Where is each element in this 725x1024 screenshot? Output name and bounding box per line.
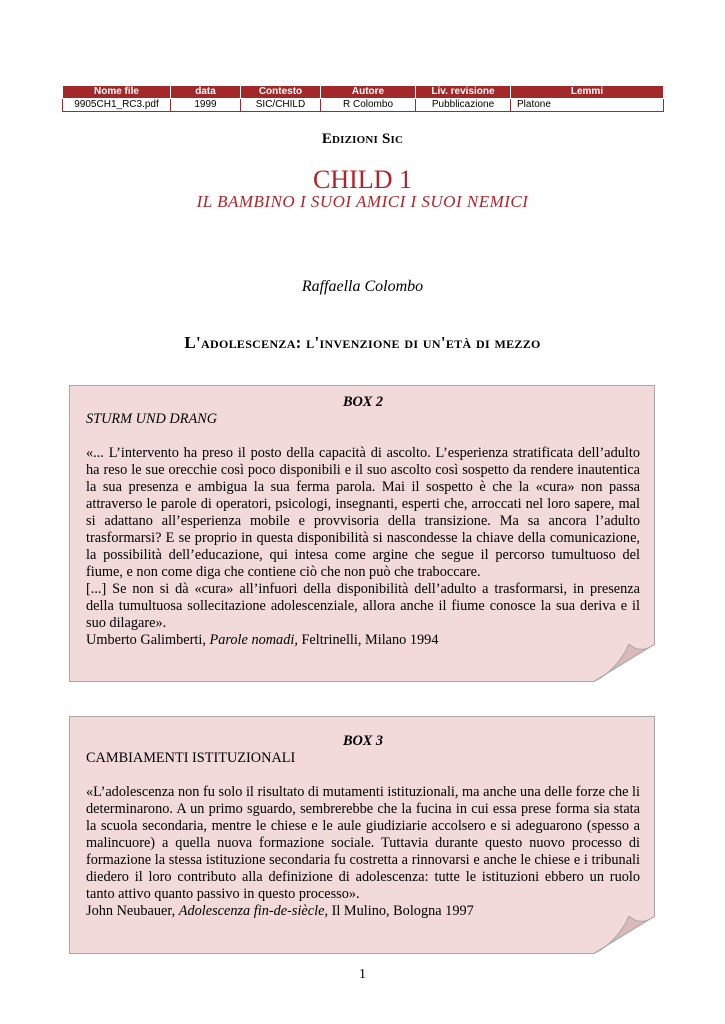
cell-autore: R Colombo [321, 99, 416, 112]
box-3-heading: CAMBIAMENTI ISTITUZIONALI [86, 750, 296, 766]
article-title: L'adolescenza: l'invenzione di un'età di mezzo [184, 333, 541, 352]
box-2-heading: STURM UND DRANG [86, 411, 218, 427]
book-title: CHILD 1 [313, 165, 412, 194]
header-autore: Autore [321, 86, 416, 99]
box-3-citation-author: John Neubauer, [86, 903, 179, 919]
header-liv-revisione: Liv. revisione [416, 86, 511, 99]
cell-data: 1999 [171, 99, 241, 112]
document-info-table [62, 85, 664, 112]
article-author: Raffaella Colombo [301, 278, 424, 295]
page-curl-icon [593, 644, 655, 682]
header-nome-file: Nome file [63, 86, 171, 99]
box-2-label: BOX 2 [342, 394, 384, 410]
table-header-row [63, 86, 664, 99]
cell-liv-revisione: Pubblicazione [416, 99, 511, 112]
box-2-paragraph-2: [...] Se non si dà «cura» all’infuori della disponibilità dell’adulto a trasformarsi, in presenza della tumultuosa sollecitazione adolescenziale, allora anche il fiume conosce la sua deriva e il suo dilagare». [86, 581, 640, 631]
publisher-name: Edizioni Sic [321, 131, 404, 147]
cell-lemmi: Platone [511, 99, 664, 112]
table-row [63, 99, 664, 112]
box-3-paragraph: «L’adolescenza non fu solo il risultato di mutamenti istituzionali, ma anche una delle forze che li determinarono. A un primo sguardo, sembrerebbe che la fucina in cui essa prese forma sia stata la scuola secondaria, mentre le chiese e le aule giudiziarie accolsero e si adeguarono (spesso a malincuore) a quella nuova formazione sociale. Tuttavia durante questo nuovo processo di formazione la stessa istituzione secondaria fu costretta a rinnovarsi e anche le chiese e i tribunali diedero il loro contributo alla definizione di adolescenza: tutte le istituzioni ebbero un ruolo tanto attivo quanto passivo in questo processo». [86, 784, 640, 902]
page-curl-icon [593, 916, 655, 954]
box-3-label: BOX 3 [342, 733, 384, 749]
header-data: data [171, 86, 241, 99]
box-3-citation-work: Adolescenza fin-de-siècle [178, 903, 325, 919]
box-2-paragraph-1: «... L’intervento ha preso il posto della capacità di ascolto. L’esperienza stratificata dell’adulto ha reso le sue orecchie così poco disponibili e il suo ascolto così sospetto da rendere inautentica la sua presenza e ambigua la sua ferma parola. Mai il sospetto è che la «cura» non passa attraverso le parole di operatori, psicologi, insegnanti, esperti che, arroccati nel loro sapere, mal si adattano all’esperienza mobile e provvisoria della transizione. Ma sa ancora l’adulto trasformarsi? E se proprio in questa disponibilità si nascondesse la chiave della comunicazione, la possibilità dell’educazione, qui intesa come argine che segue il percorso tumultuoso del fiume, e non come diga che contiene ciò che non può che traboccare. [86, 445, 640, 580]
box-3 [69, 716, 655, 954]
box-3-citation-rest: , Il Mulino, Bologna 1997 [324, 903, 474, 919]
box-2-citation-work: Parole nomadi, [209, 632, 298, 648]
box-2-citation-author: Umberto Galimberti, [86, 632, 210, 648]
box-3-citation [86, 903, 640, 920]
page-number: 1 [359, 967, 366, 982]
cell-contesto: SIC/CHILD [241, 99, 321, 112]
box-2 [69, 385, 655, 682]
header-contesto: Contesto [241, 86, 321, 99]
book-subtitle: IL BAMBINO I SUOI AMICI I SUOI NEMICI [196, 192, 529, 211]
cell-nome-file: 9905CH1_RC3.pdf [63, 99, 171, 112]
box-2-citation-rest: Feltrinelli, Milano 1994 [297, 632, 439, 648]
header-lemmi: Lemmi [511, 86, 664, 99]
box-2-citation [86, 632, 640, 649]
